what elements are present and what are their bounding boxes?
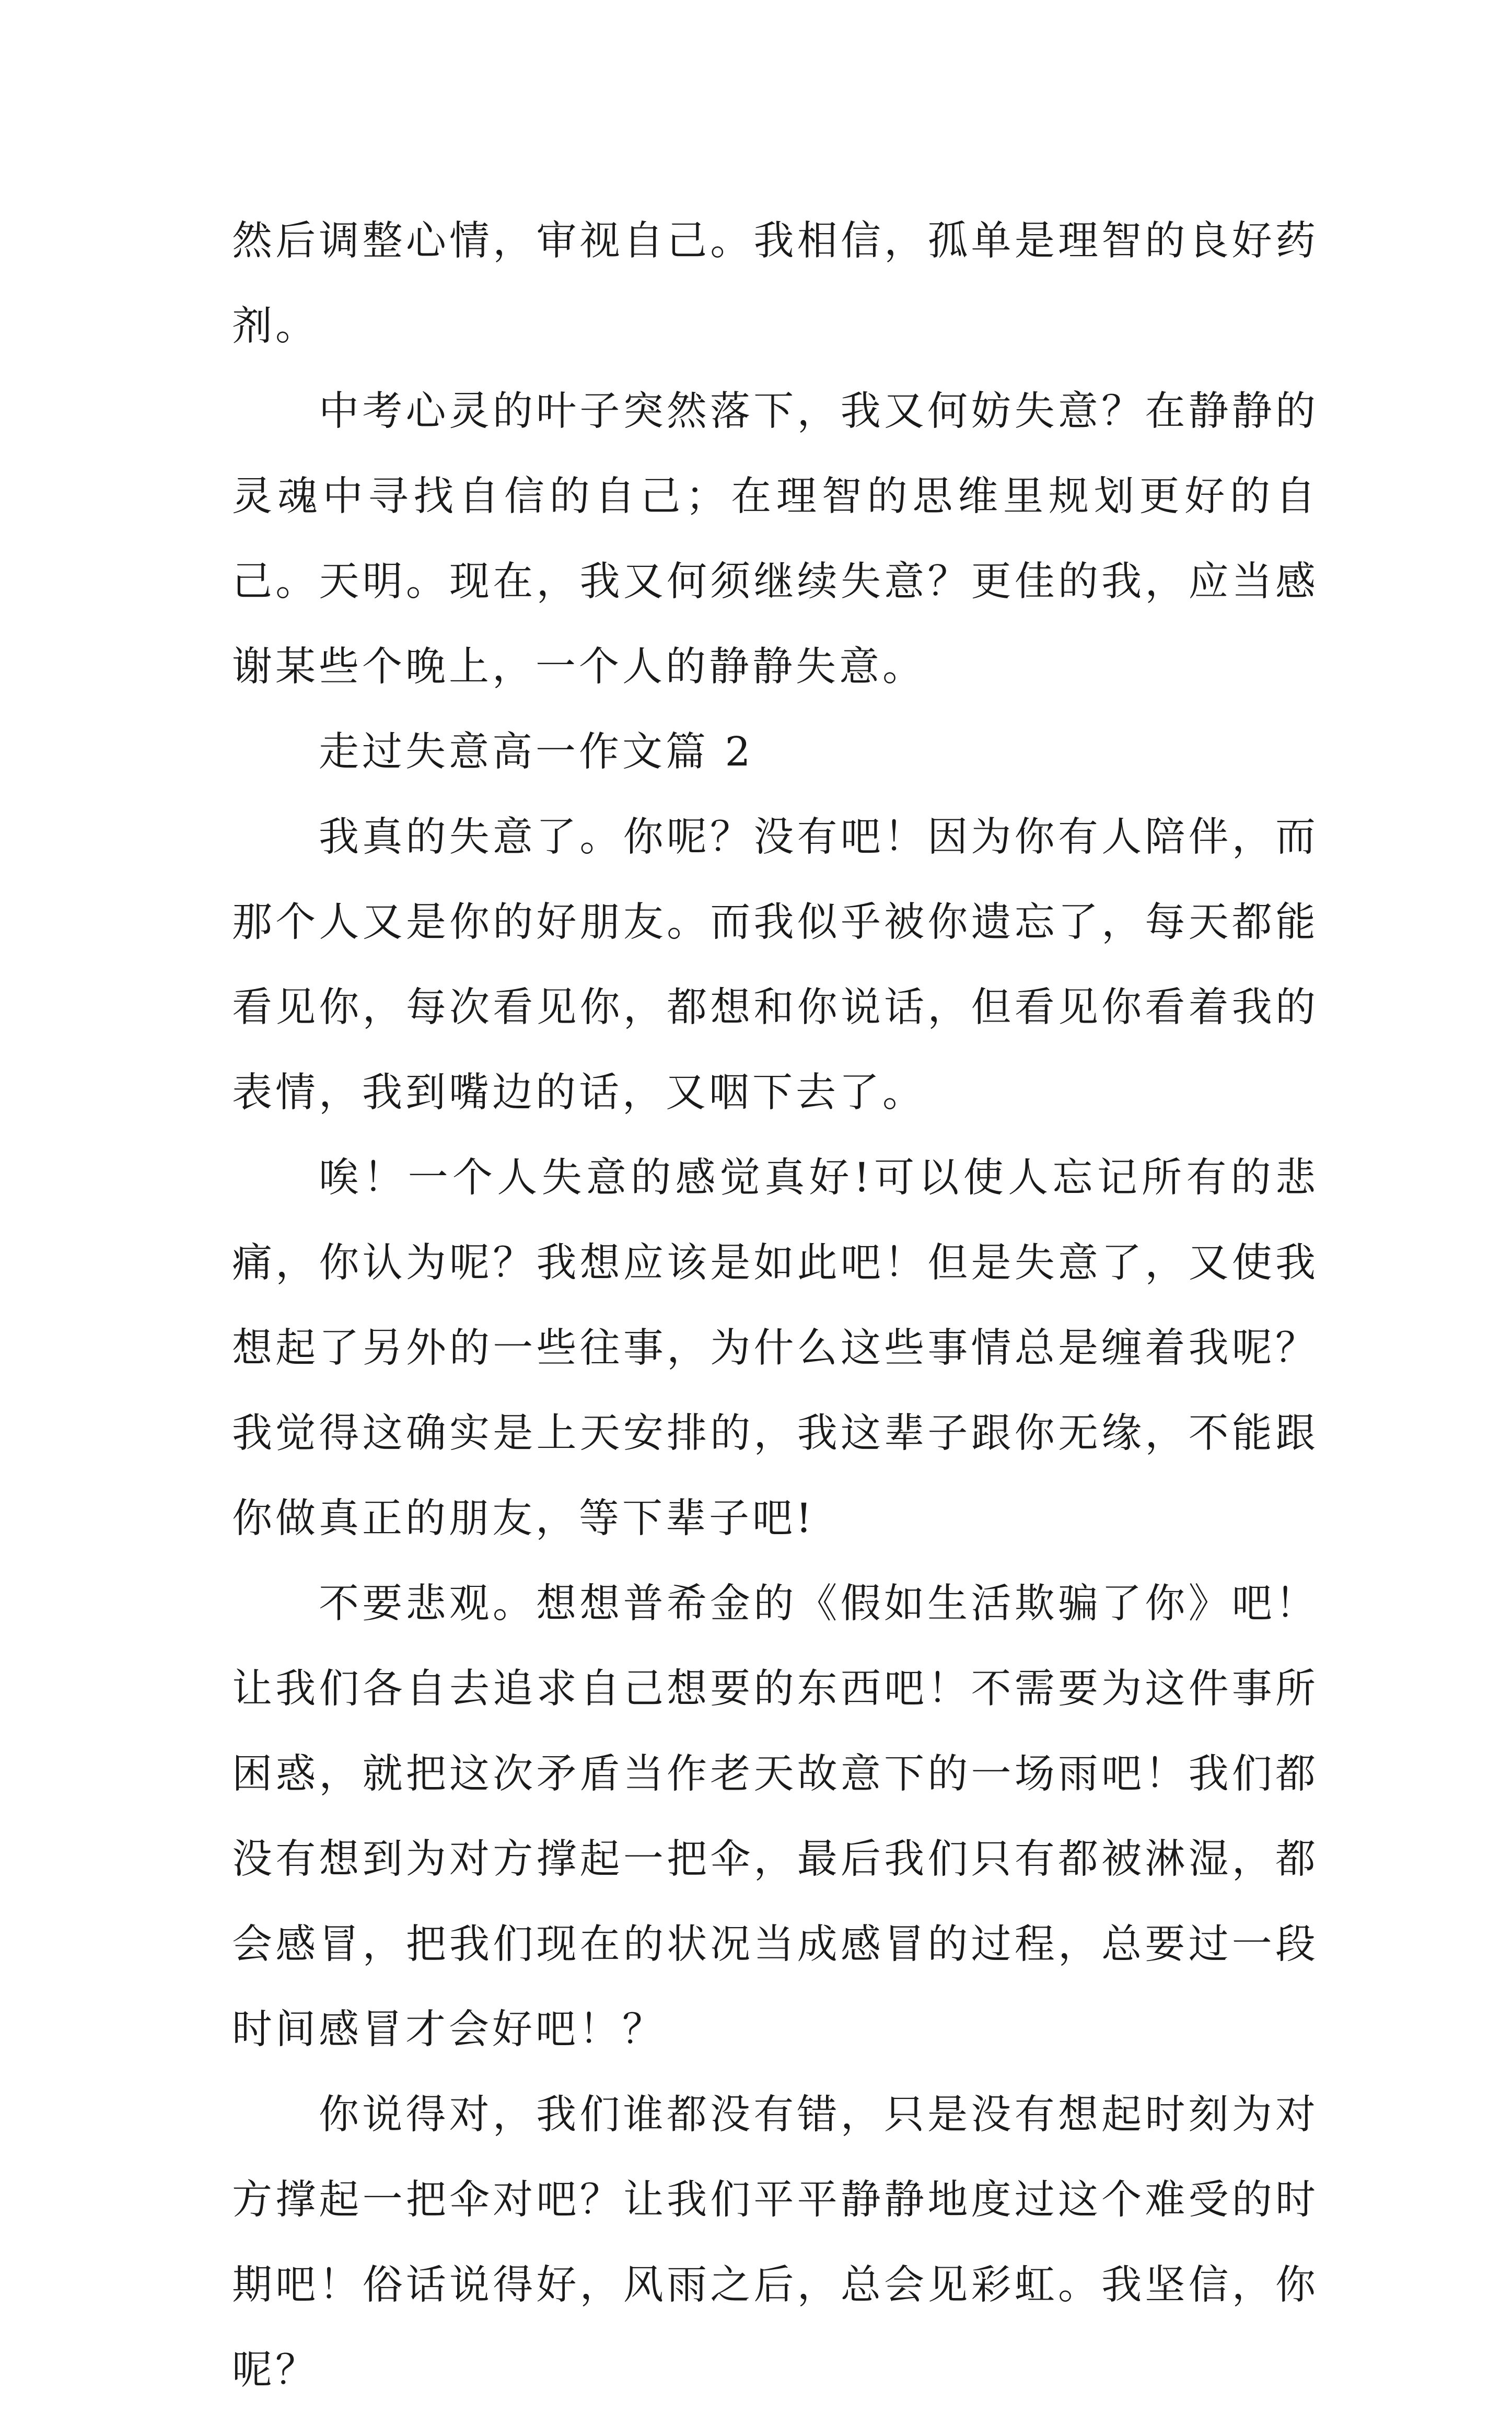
paragraph-4: 唉！一个人失意的感觉真好!可以使人忘记所有的悲痛，你认为呢？我想应该是如此吧！但是失意了，又使我想起了另外的一些往事，为什么这些事情总是缠着我呢？我觉得这确实是上天安排的，我这辈子跟你无缘，不能跟你做真正的朋友，等下辈子吧!	[232, 1155, 1319, 1542]
paragraph-6: 你说得对，我们谁都没有错，只是没有想起时刻为对方撑起一把伞对吧？让我们平平静静地度过这个难受的时期吧！俗话说得好，风雨之后，总会见彩虹。我坚信，你呢？	[232, 2092, 1319, 2394]
document-body	[232, 199, 1319, 2413]
paragraph-3: 我真的失意了。你呢？没有吧！因为你有人陪伴，而那个人又是你的好朋友。而我似乎被你遗忘了，每天都能看见你，每次看见你，都想和你说话，但看见你看着我的表情，我到嘴边的话，又咽下去了。	[232, 814, 1319, 1116]
section-heading: 走过失意高一作文篇 2	[319, 729, 754, 775]
paragraph-5: 不要悲观。想想普希金的《假如生活欺骗了你》吧！让我们各自去追求自己想要的东西吧！不需要为这件事所困惑，就把这次矛盾当作老天故意下的一场雨吧！我们都没有想到为对方撑起一把伞，最后我们只有都被淋湿，都会感冒，把我们现在的状况当成感冒的过程，总要过一段时间感冒才会好吧！？	[232, 1581, 1319, 2053]
paragraph-2: 中考心灵的叶子突然落下，我又何妨失意？在静静的灵魂中寻找自信的自己；在理智的思维里规划更好的自己。天明。现在，我又何须继续失意？更佳的我，应当感谢某些个晚上，一个人的静静失意。	[232, 388, 1319, 690]
paragraph-1: 然后调整心情，审视自己。我相信，孤单是理智的良好药剂。	[232, 218, 1319, 350]
